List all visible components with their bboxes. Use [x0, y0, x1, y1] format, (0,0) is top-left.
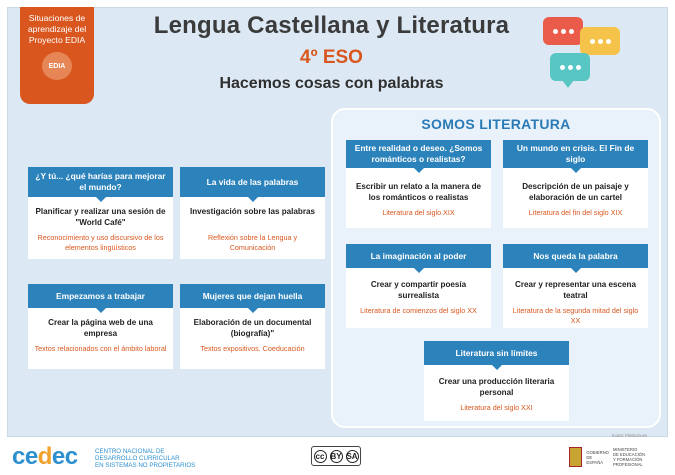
- badge-line: Proyecto EDIA: [28, 35, 86, 45]
- chat-bubble-yellow-icon: [580, 27, 620, 55]
- sa-icon: SA: [346, 451, 358, 461]
- gov-line: Y FORMACIÓN PROFESIONAL: [612, 457, 643, 467]
- literature-card[interactable]: [503, 140, 648, 228]
- course-label: 4º ESO: [300, 47, 363, 68]
- badge-line: aprendizaje del: [27, 24, 87, 34]
- chat-bubble-tail: [562, 80, 574, 88]
- card-task: Crear la página web de una empresa: [48, 318, 153, 338]
- by-icon: BY: [330, 451, 342, 461]
- card-task: Investigación sobre las palabras: [189, 207, 316, 216]
- card-note: Literatura del fin del siglo XIX: [528, 208, 623, 217]
- cedec-org-name: [95, 448, 195, 469]
- gov-line: MINISTERIO: [612, 447, 638, 452]
- card-header: La imaginación al poder: [346, 244, 491, 268]
- card-note: Textos expositivos. Coeducación: [200, 344, 305, 353]
- literature-card[interactable]: [346, 140, 491, 228]
- card-note: Textos relacionados con el ámbito laboral: [34, 344, 167, 353]
- card-task: Descripción de un paisaje y elaboración de un cartel: [522, 182, 629, 202]
- card-note: Literatura del siglo XXI: [460, 403, 533, 412]
- edia-logo: EDIA: [42, 52, 72, 80]
- page-title: Lengua Castellana y Literatura: [153, 12, 510, 39]
- org-line: DESARROLLO CURRICULAR: [95, 455, 180, 462]
- org-line: CENTRO NACIONAL DE: [95, 448, 165, 455]
- spain-shield-icon: [569, 447, 582, 467]
- cedec-logo: cedec: [12, 443, 78, 470]
- card-header: Mujeres que dejan huella: [180, 284, 325, 308]
- language-card[interactable]: [28, 284, 173, 369]
- gov-text: [586, 450, 609, 465]
- ministry-logo: [569, 446, 662, 468]
- org-line: EN SISTEMAS NO PROPIETARIOS: [95, 462, 196, 469]
- gov-line: GOBIERNO: [586, 449, 609, 455]
- card-task: Escribir un relato a la manera de los románticos o realistas: [355, 182, 482, 202]
- card-header: La vida de las palabras: [180, 167, 325, 197]
- language-card[interactable]: [180, 284, 325, 369]
- icons-credit: Icons: Flaticon.es: [612, 433, 648, 438]
- card-header: Nos queda la palabra: [503, 244, 648, 268]
- card-header: Empezamos a trabajar: [28, 284, 173, 308]
- literature-card[interactable]: [503, 244, 648, 328]
- card-header: Literatura sin límites: [424, 341, 569, 365]
- literature-section-title: SOMOS LITERATURA: [421, 116, 571, 132]
- card-header: ¿Y tú... ¿qué harías para mejorar el mundo?: [28, 167, 173, 197]
- ministry-text: [613, 447, 662, 467]
- gov-line: DE EDUCACIÓN: [612, 452, 646, 457]
- chat-bubble-teal-icon: [550, 53, 590, 81]
- chat-bubble-red-icon: [543, 17, 583, 45]
- creative-commons-license-icon: [311, 446, 361, 466]
- page-subtitle: Hacemos cosas con palabras: [219, 75, 444, 92]
- card-note: Literatura de la segunda mitad del siglo XX: [512, 306, 639, 325]
- card-header: Entre realidad o deseo. ¿Somos románticos o realistas?: [346, 140, 491, 168]
- card-note: Literatura del siglo XIX: [382, 208, 455, 217]
- card-task: Crear y compartir poesía surrealista: [370, 280, 467, 300]
- literature-card[interactable]: [424, 341, 569, 421]
- badge-line: Situaciones de: [28, 13, 86, 23]
- cc-icon: cc: [314, 450, 327, 463]
- card-task: Crear y representar una escena teatral: [514, 280, 637, 300]
- gov-line: DE ESPAÑA: [586, 454, 604, 465]
- card-note: Reconocimiento y uso discursivo de los elementos lingüísticos: [37, 233, 164, 252]
- language-card[interactable]: [28, 167, 173, 259]
- card-task: Elaboración de un documental (biografía)": [193, 318, 312, 338]
- card-header: Un mundo en crisis. El Fin de siglo: [503, 140, 648, 168]
- card-note: Literatura de comienzos del siglo XX: [360, 306, 477, 315]
- card-task: Crear una producción literaria personal: [438, 377, 555, 397]
- literature-card[interactable]: [346, 244, 491, 328]
- card-note: Reflexión sobre la Lengua y Comunicación: [207, 233, 298, 252]
- language-card[interactable]: [180, 167, 325, 259]
- card-task: Planificar y realizar una sesión de "World Café": [35, 207, 166, 227]
